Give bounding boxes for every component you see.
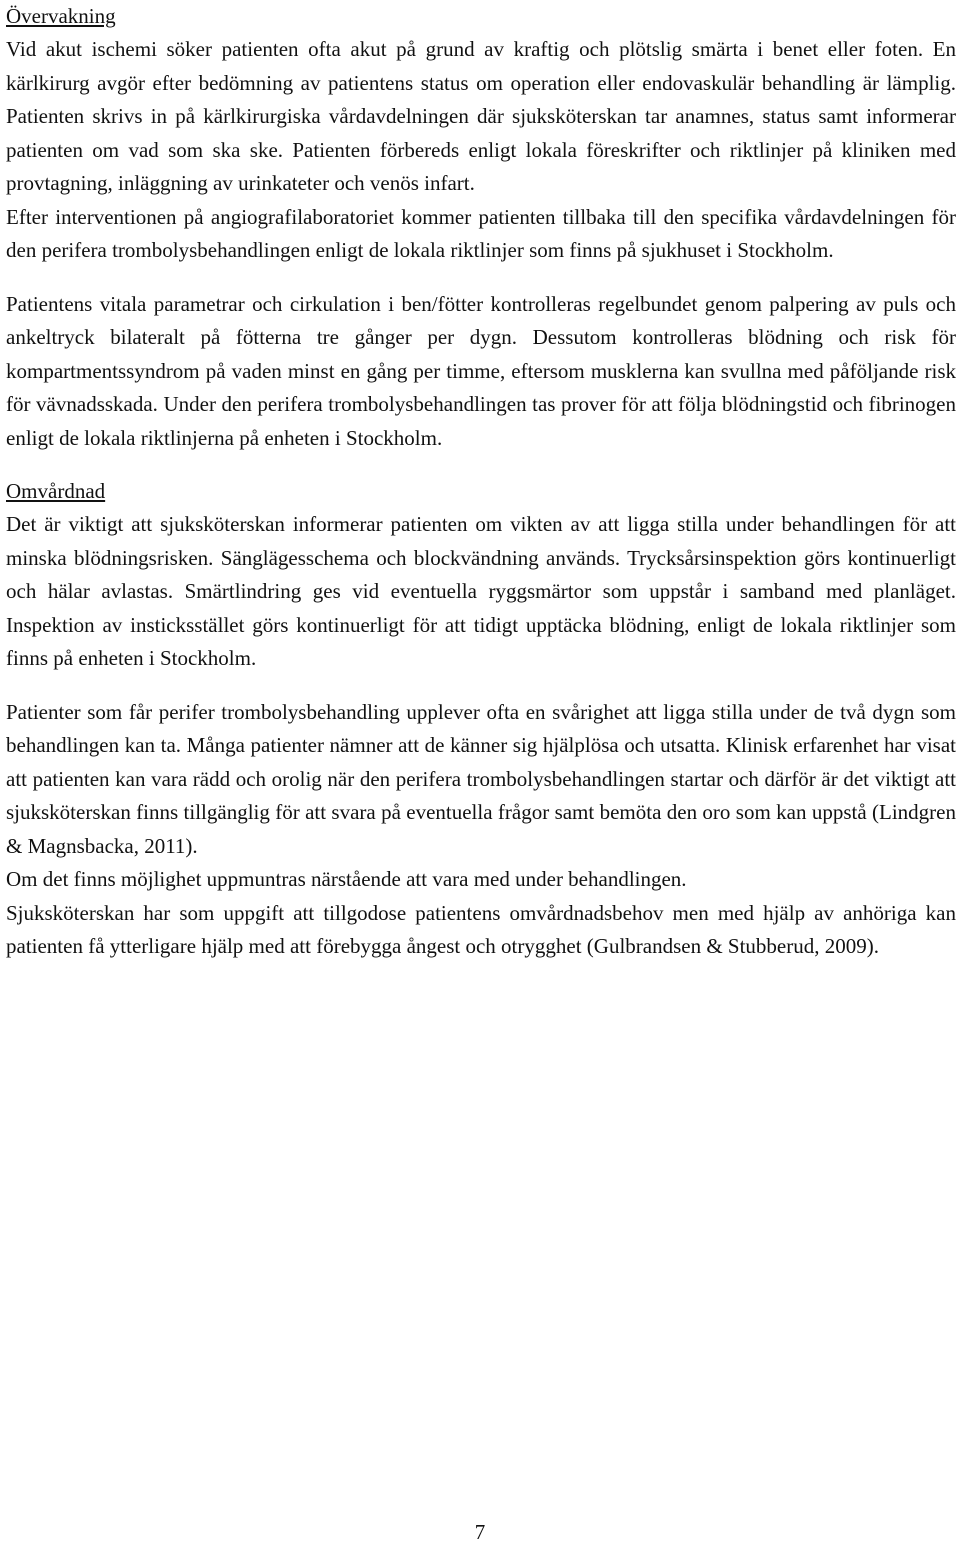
paragraph-omvardnad-3: Om det finns möjlighet uppmuntras närstående att vara med under behandlingen. [6,867,687,891]
paragraph-overvakning-1: Vid akut ischemi söker patienten ofta akut på grund av kraftig och plötslig smärta i benet eller foten. En kärlkirurg avgör efter bedömning av patientens status om operation eller endovaskulär behandling är lämplig. Patienten skrivs in på kärlkirurgiska vårdavdelningen där sjuksköterskan tar anamnes, status samt informerar patienten om vad som ska ske. Patienten förbereds enligt lokala föreskrifter och riktlinjer på kliniken med provtagning, inläggning av urinkateter och venös infart. [6,37,956,195]
page-number: 7 [474,1520,486,1544]
paragraph-omvardnad-4: Sjuksköterskan har som uppgift att tillgodose patientens omvårdnadsbehov men med hjälp av anhöriga kan patienten få ytterligare hjälp med att förebygga ångest och otrygghet (Gulbrandsen & Stubberud, 2009). [6,900,956,958]
document-page [6,0,956,964]
paragraph-overvakning-3: Patientens vitala parametrar och cirkulation i ben/fötter kontrolleras regelbundet genom palpering av puls och ankeltryck bilateralt på fötterna tre gånger per dygn. Dessutom kontrolleras blödning och risk för kompartmentssyndrom på vaden minst en gång per timme, eftersom musklerna kan svullna med påföljande risk för vävnadsskada. Under den perifera trombolysbehandlingen tas prover för att följa blödningstid och fibrinogen enligt de lokala riktlinjerna på enheten i Stockholm. [6,291,956,450]
paragraph-omvardnad-1: Det är viktigt att sjuksköterskan informerar patienten om vikten av att ligga stilla under behandlingen för att minska blödningsrisken. Sänglägesschema och blockvändning används. Trycksårsinspektion görs kontinuerligt och hälar avlastas. Smärtlindring ges vid eventuella ryggsmärtor som uppstår i samband med planläget. Inspektion av insticksstället görs kontinuerligt för att tidigt upptäcka blödning, enligt de lokala riktlinjer som finns på enheten i Stockholm. [6,512,956,670]
section-heading-overvakning: Övervakning [6,4,116,28]
section-heading-omvardnad: Omvårdnad [6,479,106,503]
paragraph-omvardnad-2: Patienter som får perifer trombolysbehandling upplever ofta en svårighet att ligga stilla under de två dygn som behandlingen kan ta. Många patienter nämner att de känner sig hjälplösa och utsatta. Klinisk erfarenhet har visat att patienten kan vara rädd och orolig när den perifera trombolysbehandlingen startar och därför är det viktigt att sjuksköterskan finns tillgänglig för att svara på eventuella frågor samt bemöta den oro som kan uppstå (Lindgren & Magnsbacka, 2011). [6,699,956,858]
paragraph-overvakning-2: Efter interventionen på angiografilaboratoriet kommer patienten tillbaka till den specifika vårdavdelningen för den perifera trombolysbehandlingen enligt de lokala riktlinjer som finns på sjukhuset i Stockholm. [6,204,956,262]
